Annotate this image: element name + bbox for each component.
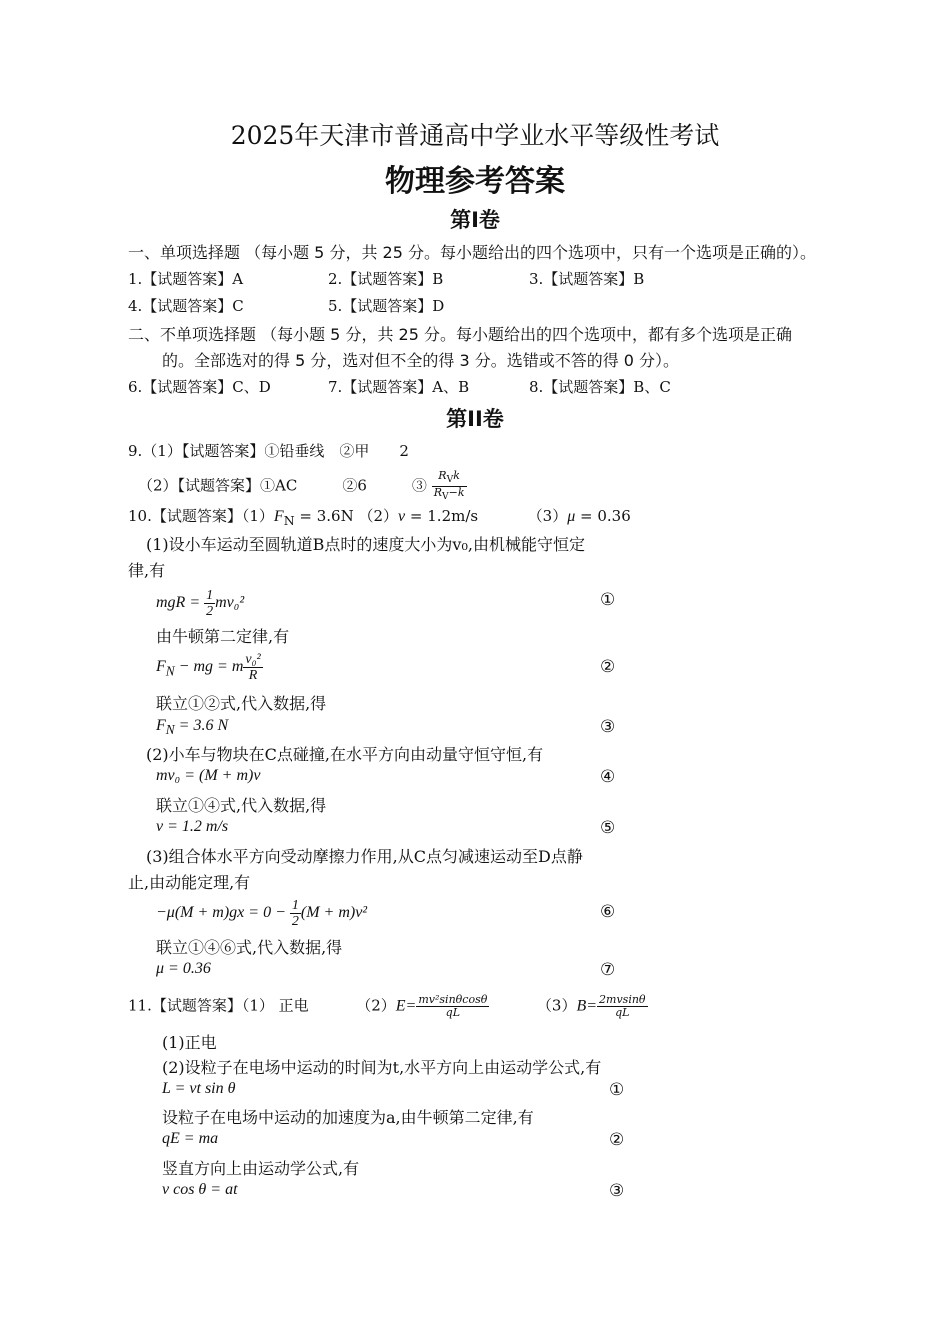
q10-solution-p6-line2: 止,由动能定理,有 <box>128 873 251 892</box>
circle-number-2: ② <box>600 657 616 677</box>
answer-q6: 6.【试题答案】C、D <box>128 378 271 396</box>
q11-equation-1: L = vt sin θ <box>162 1080 236 1097</box>
answer-q9-part2-text: （2）【试题答案】①AC ②6 ③ <box>138 476 427 495</box>
answer-q8: 8.【试题答案】B、C <box>529 378 671 396</box>
q10-solution-p1-line1: (1)设小车运动至圆轨道B点时的速度大小为v₀,由机械能守恒定 <box>146 535 585 554</box>
answer-q1: 1.【试题答案】A <box>128 270 244 288</box>
section-two-heading-line2: 的。全部选对的得 5 分，选对但不全的得 3 分。选错或不答的得 0 分）。 <box>162 351 680 370</box>
q10-solution-p3: 联立①②式,代入数据,得 <box>156 694 327 713</box>
q11-equation-3: v cos θ = at <box>162 1181 238 1198</box>
q10-equation-6: −μ(M + m)gx = 0 − $\frac{1}{2}$ (M + m)v² <box>156 898 368 929</box>
q10-solution-p5: 联立①④式,代入数据,得 <box>156 796 327 815</box>
q10-solution-p7: 联立①④⑥式,代入数据,得 <box>156 938 343 957</box>
q11-solution-p3: 设粒子在电场中运动的加速度为a,由牛顿第二定律,有 <box>162 1108 534 1127</box>
answer-q3: 3.【试题答案】B <box>529 270 645 288</box>
circle-number-7: ⑦ <box>600 960 616 980</box>
answer-q4: 4.【试题答案】C <box>128 297 244 315</box>
answer-subtitle: 物理参考答案 <box>385 164 565 199</box>
q9-fraction: $\frac{R_Vk}{R_V-k}$ <box>433 469 465 503</box>
q11-circle-number-2: ② <box>609 1130 625 1150</box>
circle-number-1: ① <box>600 590 616 610</box>
q10-equation-3: $F_N = 3.6$ N <box>156 717 229 738</box>
q10-equation-5: v = 1.2 m/s <box>156 818 229 835</box>
q10-equation-4: mv₀ = (M + m)v <box>156 767 261 784</box>
circle-number-5: ⑤ <box>600 818 616 838</box>
answer-q7: 7.【试题答案】A、B <box>328 378 470 396</box>
q11-solution-p4: 竖直方向上由运动学公式,有 <box>162 1159 360 1178</box>
q11-equation-2: qE = ma <box>162 1130 219 1147</box>
q10-equation-7: μ = 0.36 <box>156 960 211 977</box>
q10-solution-p6-line1: (3)组合体水平方向受动摩擦力作用,从C点匀减速运动至D点静 <box>146 847 583 866</box>
q10-equation-2: $F_N$ − mg = m $\frac{\text{v₀²}}{R}$ <box>156 652 261 683</box>
circle-number-6: ⑥ <box>600 902 616 922</box>
section-two-heading-line1: 二、不单项选择题 （每小题 5 分，共 25 分。每小题给出的四个选项中，都有多个选项是正确 <box>128 325 792 344</box>
section-one-heading: 一、单项选择题 （每小题 5 分，共 25 分。每小题给出的四个选项中，只有一个选项是正确的）。 <box>128 243 816 262</box>
q11-circle-number-3: ③ <box>609 1181 625 1201</box>
q10-solution-p1-line2: 律,有 <box>128 561 166 580</box>
volume-two-heading: 第II卷 <box>446 407 504 431</box>
q10-solution-p4: (2)小车与物块在C点碰撞,在水平方向由动量守恒守恒,有 <box>146 745 544 764</box>
q11-circle-number-1: ① <box>609 1080 625 1100</box>
q11-solution-p1: (1)正电 <box>162 1033 217 1052</box>
answer-q9-part2 <box>138 470 467 503</box>
circle-number-4: ④ <box>600 767 616 787</box>
q10-equation-1: mgR = $\frac{1}{2}$ mv₀² <box>156 588 245 619</box>
answer-q5: 5.【试题答案】D <box>328 297 445 315</box>
circle-number-3: ③ <box>600 717 616 737</box>
answer-q9-part1: 9.（1）【试题答案】①铅垂线 ②甲 2 <box>128 442 409 460</box>
volume-one-heading: 第I卷 <box>450 208 500 232</box>
q10-solution-p2: 由牛顿第二定律,有 <box>156 627 290 646</box>
exam-title: 2025年天津市普通高中学业水平等级性考试 <box>230 121 720 150</box>
answer-q2: 2.【试题答案】B <box>328 270 444 288</box>
answer-q10-header: 10.【试题答案】$(1)F_N = 3.6N$ （2）v = 1.2m/s （3）μ = 0.36 <box>128 507 631 528</box>
answer-q11-header: 11.【试题答案】（1） 正电 （2）E= $\frac{\text{mv²sinθcosθ}}{qL}$ （3）B= $\frac{2mvsin\theta}{qL}$ <box>128 993 646 1019</box>
q11-solution-p2: (2)设粒子在电场中运动的时间为t,水平方向上由运动学公式,有 <box>162 1058 602 1077</box>
